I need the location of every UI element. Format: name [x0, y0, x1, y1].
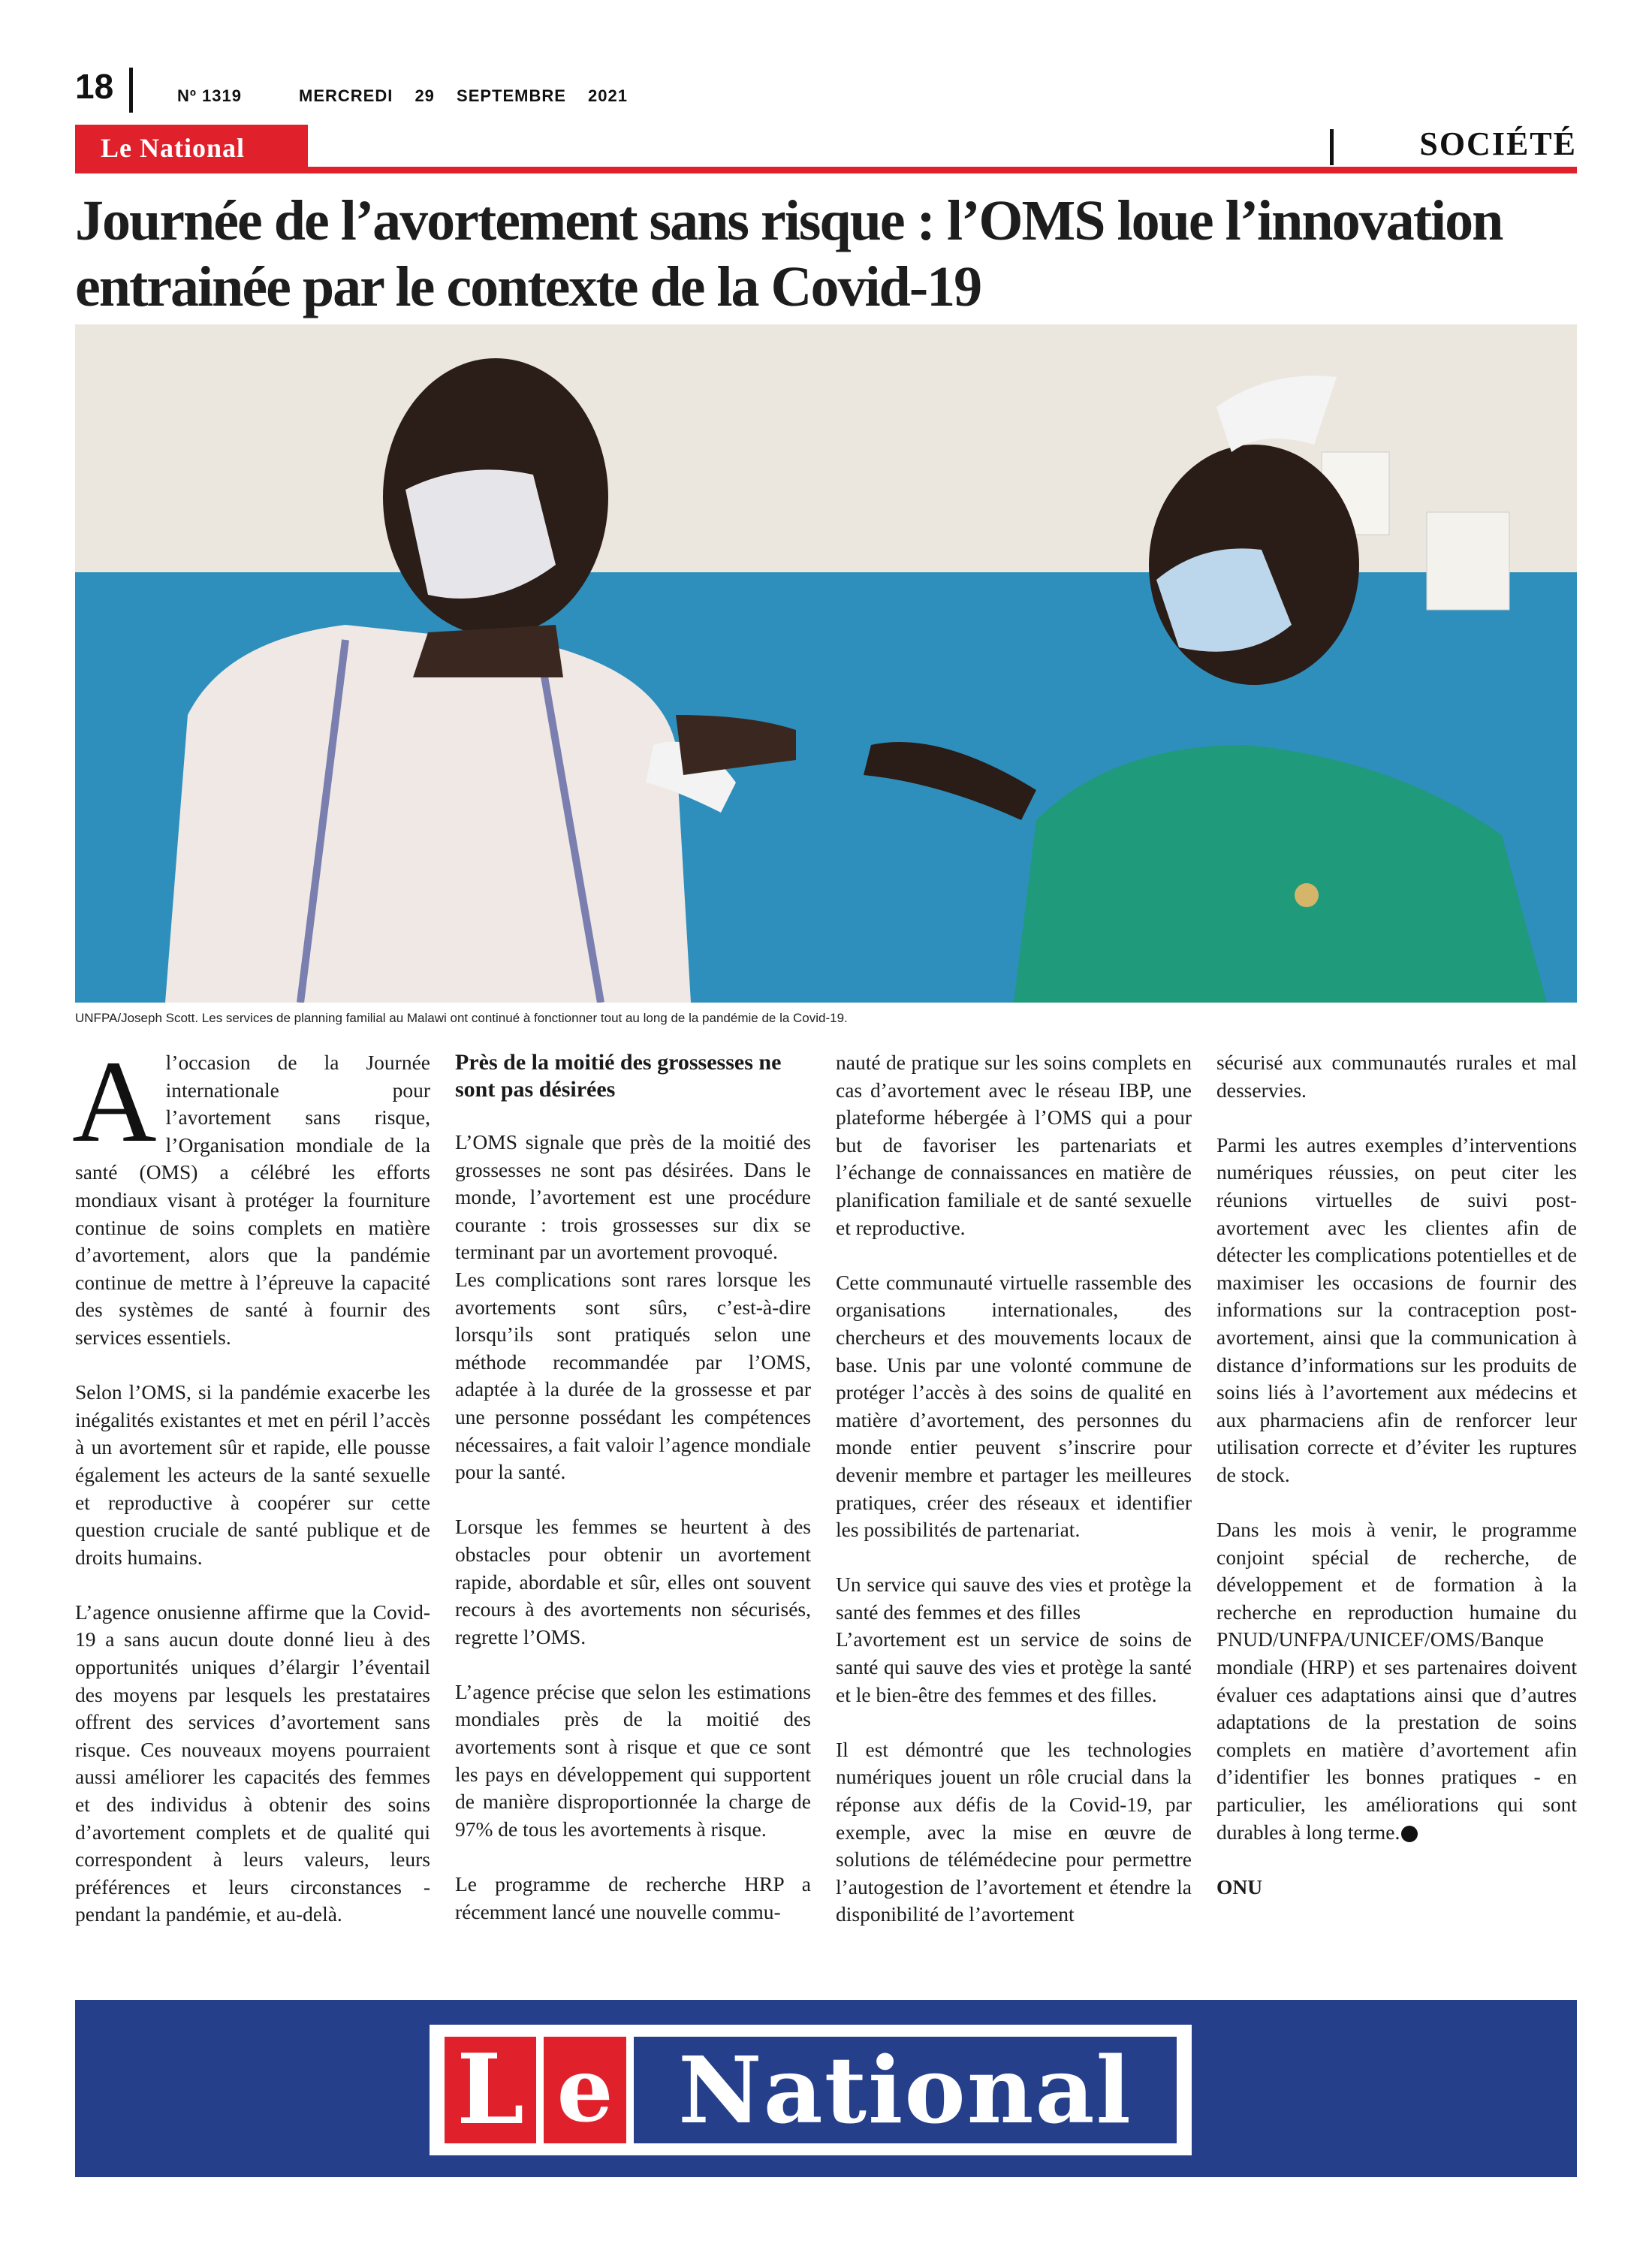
issue-number: Nº 1319	[177, 86, 242, 105]
article-column-4	[1216, 1049, 1577, 1929]
paragraph: Il est démontré que les technologies numériques jouent un rôle crucial dans la réponse aux défis de la Covid-19, par exemple, avec la mise en œuvre de solutions de télémédecine pour permettre l’autogestion de l’avortement et étendre la disponibilité de l’avortement	[836, 1737, 1192, 1926]
article-signature: ONU	[1216, 1874, 1263, 1899]
photo-caption: UNFPA/Joseph Scott. Les services de planning familial au Malawi ont continué à fonctionner tout au long de la pandémie de la Covid-19.	[75, 1011, 848, 1025]
logo-letter-e: e	[556, 2037, 613, 2142]
paragraph: Lorsque les femmes se heurtent à des obstacles pour obtenir un avortement rapide, abordable et sûr, elles ont souvent recours à des avortements non sécurisés, regrette l’OMS.	[455, 1515, 811, 1648]
paragraph: sécurisé aux communautés rurales et mal desservies.	[1216, 1051, 1577, 1102]
article-column-3	[836, 1049, 1192, 1956]
paragraph: Parmi les autres exemples d’interventions numériques réussies, on peut citer les réunions virtuelles de suivi post-avortement avec les clientes afin de détecter les complications potentielles et de maximiser les occasions de fournir des informations sur la contraception post-avortement, ainsi que la communication à distance d’informations sur les produits de soins liés à l’avortement aux médecins et aux pharmaciens afin de renforcer leur utilisation correcte et d’éviter les ruptures de stock.	[1216, 1133, 1577, 1486]
paragraph	[1216, 1516, 1577, 1846]
article-column-2	[455, 1049, 811, 1953]
paragraph: L’agence précise que selon les estimations mondiales près de la moitié des avortements sont à risque et que ce sont les pays en développement qui supportent de manière disproportionnée la charge de 97% de tous les avortements à risque.	[455, 1679, 811, 1841]
paragraph: Cette communauté virtuelle rassemble des organisations internationales, des chercheurs et des mouvements locaux de base. Unis par une volonté commune de protéger l’accès à des soins de qualité en matière d’avortement, des personnes du monde entier peuvent s’inscrire pour devenir membre et partager les meilleures pratiques, créer des réseaux et identifier les possibilités de partenariat.	[836, 1270, 1192, 1542]
section-divider	[1330, 129, 1334, 165]
paragraph: L’agence onusienne affirme que la Covid-19 a sans aucun doute donné lieu à des opportunités uniques d’élargir l’éventail des moyens par lesquels les prestataires offrent des services d’avortement sans risque. Ces nouveaux moyens pourraient aussi améliorer les capacités des femmes et des individus à obtenir des soins d’avortement complets et de qualité qui correspondent à leurs valeurs, leurs préférences et leurs circonstances - pendant la pandémie, et au-delà.	[75, 1600, 430, 1926]
paragraph: L’OMS signale que près de la moitié des grossesses ne sont pas désirées. Dans le monde, l’avortement est une procédure courante : trois grossesses sur dix se terminant par un avortement provoqué.	[455, 1130, 811, 1264]
brand-tab-label: Le National	[101, 133, 246, 163]
issue-date: MERCREDI 29 SEPTEMBRE 2021	[299, 86, 628, 105]
page-number: 18	[75, 67, 114, 106]
paragraph-text: l’occasion de la Journée internationale pour l’avortement sans risque, l’Organisation mondiale de la santé (OMS) a célébré les efforts mondiaux visant à protéger la fourniture continue de soins complets en matière d’avortement, alors que la pandémie continue de mettre à l’épreuve la capacité des systèmes de santé à fournir des services essentiels.	[75, 1051, 430, 1349]
paragraph-text: Dans les mois à venir, le programme conjoint spécial de recherche, de développement et de formation à la recherche en reproduction humaine du PNUD/UNFPA/UNICEF/OMS/Banque mondiale (HRP) et ses partenaires doivent évaluer ces adaptations ainsi que d’autres adaptations de la prestation de soins complets en matière d’avortement afin d’identifier les bonnes pratiques - en particulier, les améliorations qui sont durables à long terme.	[1216, 1518, 1577, 1844]
header-rule	[75, 167, 1577, 173]
article-subheading: Près de la moitié des grossesses ne sont pas désirées	[455, 1050, 782, 1102]
paragraph: L’avortement est un service de soins de santé qui sauve des vies et protège la santé et le bien-être des femmes et des filles.	[836, 1627, 1192, 1706]
drop-cap: A	[72, 1036, 157, 1166]
article-headline: Journée de l’avortement sans risque : l’OMS loue l’innovation entrainée par le contexte de la Covid-19	[75, 189, 1503, 318]
logo-letter-l: L	[457, 2034, 524, 2146]
end-mark-icon	[1401, 1826, 1418, 1842]
section-label: SOCIÉTÉ	[1419, 125, 1577, 162]
article-photo	[75, 324, 1577, 1003]
logo-word-national: National	[678, 2036, 1132, 2144]
article-column-1	[72, 1036, 430, 1956]
paragraph: Les complications sont rares lorsque les avortements sont sûrs, c’est-à-dire lorsqu’ils sont pratiqués selon une méthode recommandée par l’OMS, adaptée à la durée de la grossesse et par une personne possédant les compétences nécessaires, a fait valoir l’agence mondiale pour la santé.	[455, 1267, 811, 1484]
paragraph: nauté de pratique sur les soins complets en cas d’avortement avec le réseau IBP, une plateforme hébergée à l’OMS qui a pour but de favoriser les partenariats et l’échange de connaissances en matière de planification familiale et de santé sexuelle et reproductive.	[836, 1051, 1192, 1239]
paragraph: Le programme de recherche HRP a récemment lancé une nouvelle commu-	[455, 1872, 811, 1923]
paragraph	[72, 1036, 430, 1352]
paragraph: Selon l’OMS, si la pandémie exacerbe les inégalités existantes et met en péril l’accès à un avortement sûr et rapide, elle pousse également les acteurs de la santé sexuelle et reproductive à coopérer sur cette question cruciale de santé publique et de droits humains.	[75, 1380, 430, 1569]
photo-illustration	[75, 324, 1577, 1003]
paragraph-lead: Un service qui sauve des vies et protège la santé des femmes et des filles	[836, 1573, 1192, 1624]
page-number-divider	[129, 68, 133, 113]
